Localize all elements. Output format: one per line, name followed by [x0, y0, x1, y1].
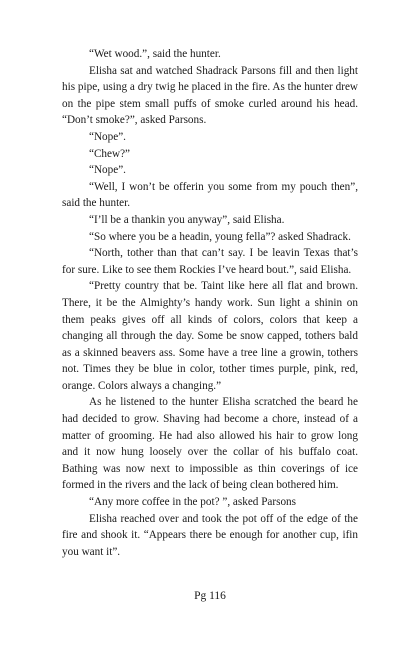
paragraph: “Any more coffee in the pot? ”, asked Parsons: [89, 496, 297, 509]
page-number: Pg 116: [194, 590, 226, 602]
paragraph: “North, tother than that can’t say. I be leavin Texas that’s for sure. Like to see them Rockies I’ve heard bout.”, said Elisha.: [62, 247, 358, 276]
paragraph: “Chew?”: [89, 147, 130, 160]
paragraph: “Wet wood.”, said the hunter.: [89, 48, 221, 60]
body-text: [62, 46, 358, 560]
paragraph: As he listened to the hunter Elisha scratched the beard he had decided to grow. Shaving had become a chore, instead of a matter of grooming. He had also allowed his hair to grow long and it now hung loosely over the collar of his buffalo coat. Bathing was now next to impossible as thin coverings of ice formed in the rivers and the lack of being clean bothered him.: [62, 396, 358, 492]
paragraph: Elisha reached over and took the pot off of the edge of the fire and shook it. “Appears there be enough for another cup, ifin you want it”.: [62, 512, 358, 558]
paragraph: “Pretty country that be. Taint like here all flat and brown. There, it be the Almighty’s handy work. Sun light a shinin on them peaks gives off all kinds of colors, colors that keep a changing all through the day. Some be snow capped, tothers bald as a skinned beavers ass. Some have a tree line a growin, tothers not. Times they be blue in color, tother times purple, pink, red, orange. Colors always a changing.”: [62, 280, 358, 392]
paragraph: “Well, I won’t be offerin you some from my pouch then”, said the hunter.: [62, 180, 358, 210]
paragraph: “Nope”.: [89, 164, 126, 177]
paragraph: “Nope”.: [89, 130, 126, 143]
paragraph: Elisha sat and watched Shadrack Parsons fill and then light his pipe, using a dry twig he placed in the fire. As the hunter drew on the pipe stem small puffs of smoke curled around his head. “Don’t smoke?”, asked Parsons.: [62, 64, 358, 127]
paragraph: “I’ll be a thankin you anyway”, said Elisha.: [89, 213, 285, 226]
paragraph: “So where you be a headin, young fella”? asked Shadrack.: [89, 230, 351, 243]
